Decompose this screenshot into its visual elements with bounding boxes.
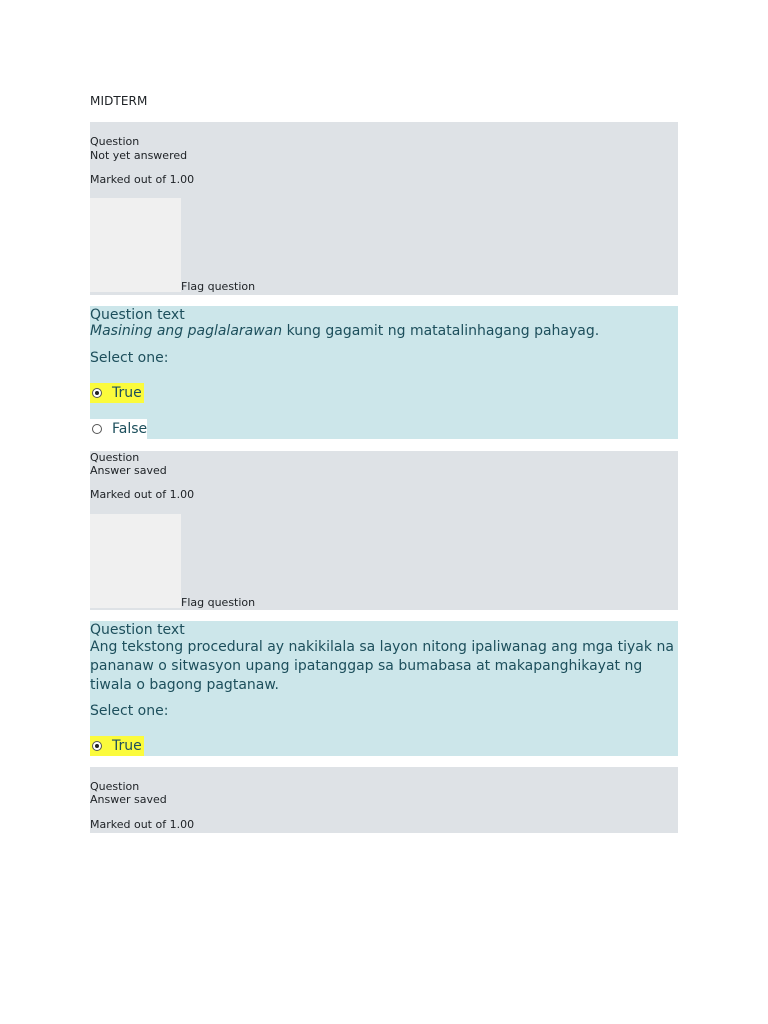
question-info <box>90 451 678 610</box>
flag-question-link[interactable]: Flag question <box>181 596 256 609</box>
answer-option-true[interactable] <box>90 383 144 403</box>
question-text-rest: kung gagamit ng matatalinhagang pahayag. <box>282 323 600 339</box>
question-label: Question <box>90 780 140 793</box>
question-label: Question <box>90 135 140 148</box>
question-state: Not yet answered <box>90 149 188 162</box>
question-text-heading: Question text <box>90 622 185 638</box>
question-label: Question <box>90 451 140 464</box>
question-state: Answer saved <box>90 793 167 806</box>
option-label: True <box>112 384 142 401</box>
radio-checked-icon[interactable] <box>92 388 102 398</box>
question-marks: Marked out of 1.00 <box>90 173 195 186</box>
question-text <box>90 322 674 341</box>
flag-icon[interactable] <box>90 198 181 292</box>
option-label: False <box>112 420 148 437</box>
answer-option-true[interactable] <box>90 736 144 756</box>
select-one-label: Select one: <box>90 703 169 719</box>
radio-checked-icon[interactable] <box>92 741 102 751</box>
question-marks: Marked out of 1.00 <box>90 488 195 501</box>
question-text: Ang tekstong procedural ay nakikilala sa layon nitong ipaliwanag ang mga tiyak na pananaw o sitwasyon upang ipatanggap sa bumabasa at makapanghikayat ng tiwala o bagong pagtanaw. <box>90 639 674 693</box>
page-title: MIDTERM <box>90 94 148 108</box>
question-info <box>90 767 678 833</box>
flag-icon[interactable] <box>90 514 181 608</box>
question-content <box>90 306 678 439</box>
question-text-heading: Question text <box>90 307 185 323</box>
answer-option-false[interactable] <box>90 419 147 439</box>
question-info <box>90 122 678 295</box>
option-label: True <box>112 737 142 754</box>
radio-unchecked-icon[interactable] <box>92 424 102 434</box>
question-text-emphasis: Masining ang paglalarawan <box>90 323 283 339</box>
flag-question-link[interactable]: Flag question <box>181 280 256 293</box>
question-content <box>90 621 678 756</box>
question-marks: Marked out of 1.00 <box>90 818 195 831</box>
select-one-label: Select one: <box>90 350 169 366</box>
question-state: Answer saved <box>90 464 167 477</box>
